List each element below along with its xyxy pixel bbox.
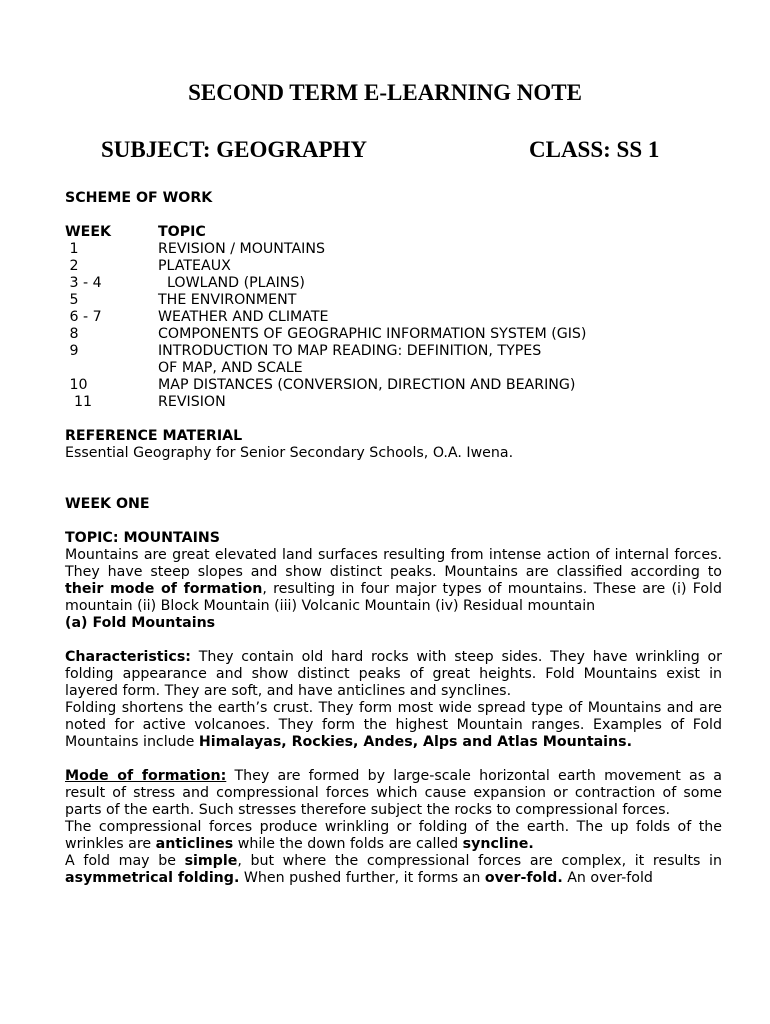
table-row [65,275,722,292]
topic-cell: COMPONENTS OF GEOGRAPHIC INFORMATION SYSTEM (GIS) [158,326,587,342]
topic-cell: PLATEAUX [158,258,231,274]
topic-cell: REVISION / MOUNTAINS [158,241,325,257]
week-cell: 8 [65,326,79,342]
fold-text: A fold may be [65,853,185,869]
topic-cell: REVISION [158,394,226,410]
intro-text: Mountains are great elevated land surfaces resulting from intense action of internal forces. They have steep slopes and show distinct peaks. Mountains are classified according to [65,547,722,580]
table-row [65,326,722,343]
folding-text: Folding shortens the earth’s crust. They form most wide spread type of Mountains and are noted for active volcanoes. They form the highest Mountain ranges. Examples of Fold Mountains include [65,700,722,750]
mode-of-formation-text: They are formed by large-scale horizontal earth movement as a result of stress and compressional forces which cause expansion or contraction of some parts of the earth. Such stresses therefore subject the rocks to compressional forces. [65,768,722,818]
fold-text-cont-2: When pushed further, it forms an [239,870,485,886]
week-cell [65,360,158,377]
week-cell: 2 [65,258,79,274]
scheme-heading: SCHEME OF WORK [65,190,213,206]
reference-heading: REFERENCE MATERIAL [65,428,243,444]
week-cell: 9 [65,343,79,359]
week-cell: 11 [65,394,93,410]
table-row [65,309,722,326]
table-row [65,343,722,360]
characteristics-paragraph [65,649,722,700]
simple-term: simple [184,853,238,869]
mountains-intro-paragraph [65,547,722,615]
topic-cell: MAP DISTANCES (CONVERSION, DIRECTION AND BEARING) [158,377,576,393]
fold-text-cont: , but where the compressional forces are complex, it results in [237,853,722,869]
characteristics-label: Characteristics: [65,649,191,665]
table-row [65,394,722,411]
anticlines-term: anticlines [155,836,234,852]
table-row [65,360,722,377]
compressional-forces-paragraph [65,819,722,853]
topic-cell: THE ENVIRONMENT [158,292,297,308]
week-one-heading: WEEK ONE [65,496,150,512]
folding-paragraph [65,700,722,751]
intro-emphasis: their mode of formation [65,581,263,597]
fold-mountain-examples: Himalayas, Rockies, Andes, Alps and Atlas Mountains. [198,734,632,750]
week-cell: 1 [65,241,79,257]
document-title: SECOND TERM E-LEARNING NOTE [188,80,582,105]
fold-mountains-heading: (a) Fold Mountains [65,615,216,631]
table-row [65,241,722,258]
document-body [65,190,722,887]
reference-text: Essential Geography for Senior Secondary Schools, O.A. Iwena. [65,445,514,461]
week-cell: 3 - 4 [65,275,102,291]
subject-label: SUBJECT: GEOGRAPHY [101,137,368,162]
intro-text-cont: , resulting in four major types of mountains. These are (i) Fold mountain (ii) Block Mountain (iii) Volcanic Mountain (iv) Residual mountain [65,581,722,614]
week-column-header: WEEK [65,224,112,240]
table-row [65,258,722,275]
compression-text-cont: while the down folds are called [233,836,463,852]
scheme-table [65,224,722,411]
mode-of-formation-paragraph [65,768,722,819]
topic-heading: TOPIC: MOUNTAINS [65,530,220,546]
topic-cell: OF MAP, AND SCALE [158,360,303,376]
over-fold-term: over-fold. [484,870,563,886]
table-row [65,377,722,394]
asymmetrical-folding-term: asymmetrical folding. [65,870,240,886]
topic-cell: LOWLAND (PLAINS) [158,275,305,291]
fold-types-paragraph [65,853,722,887]
week-cell: 6 - 7 [65,309,102,325]
topic-cell: WEATHER AND CLIMATE [158,309,329,325]
scheme-table-header [65,224,722,241]
week-cell: 10 [65,377,88,393]
mode-of-formation-label: Mode of formation: [65,768,227,784]
syncline-term: syncline. [462,836,534,852]
topic-cell: INTRODUCTION TO MAP READING: DEFINITION, TYPES [158,343,542,359]
fold-text-cont-3: An over-fold [562,870,653,886]
characteristics-text: They contain old hard rocks with steep sides. They have wrinkling or folding appearance and show distinct peaks of great heights. Fold Mountains exist in layered form. They are soft, and have anticlines and synclines. [65,649,722,699]
class-label: CLASS: SS 1 [529,137,660,162]
table-row [65,292,722,309]
compression-text: The compressional forces produce wrinkling or folding of the earth. The up folds of the wrinkles are [65,819,722,852]
week-cell: 5 [65,292,79,308]
topic-column-header: TOPIC [158,224,206,240]
